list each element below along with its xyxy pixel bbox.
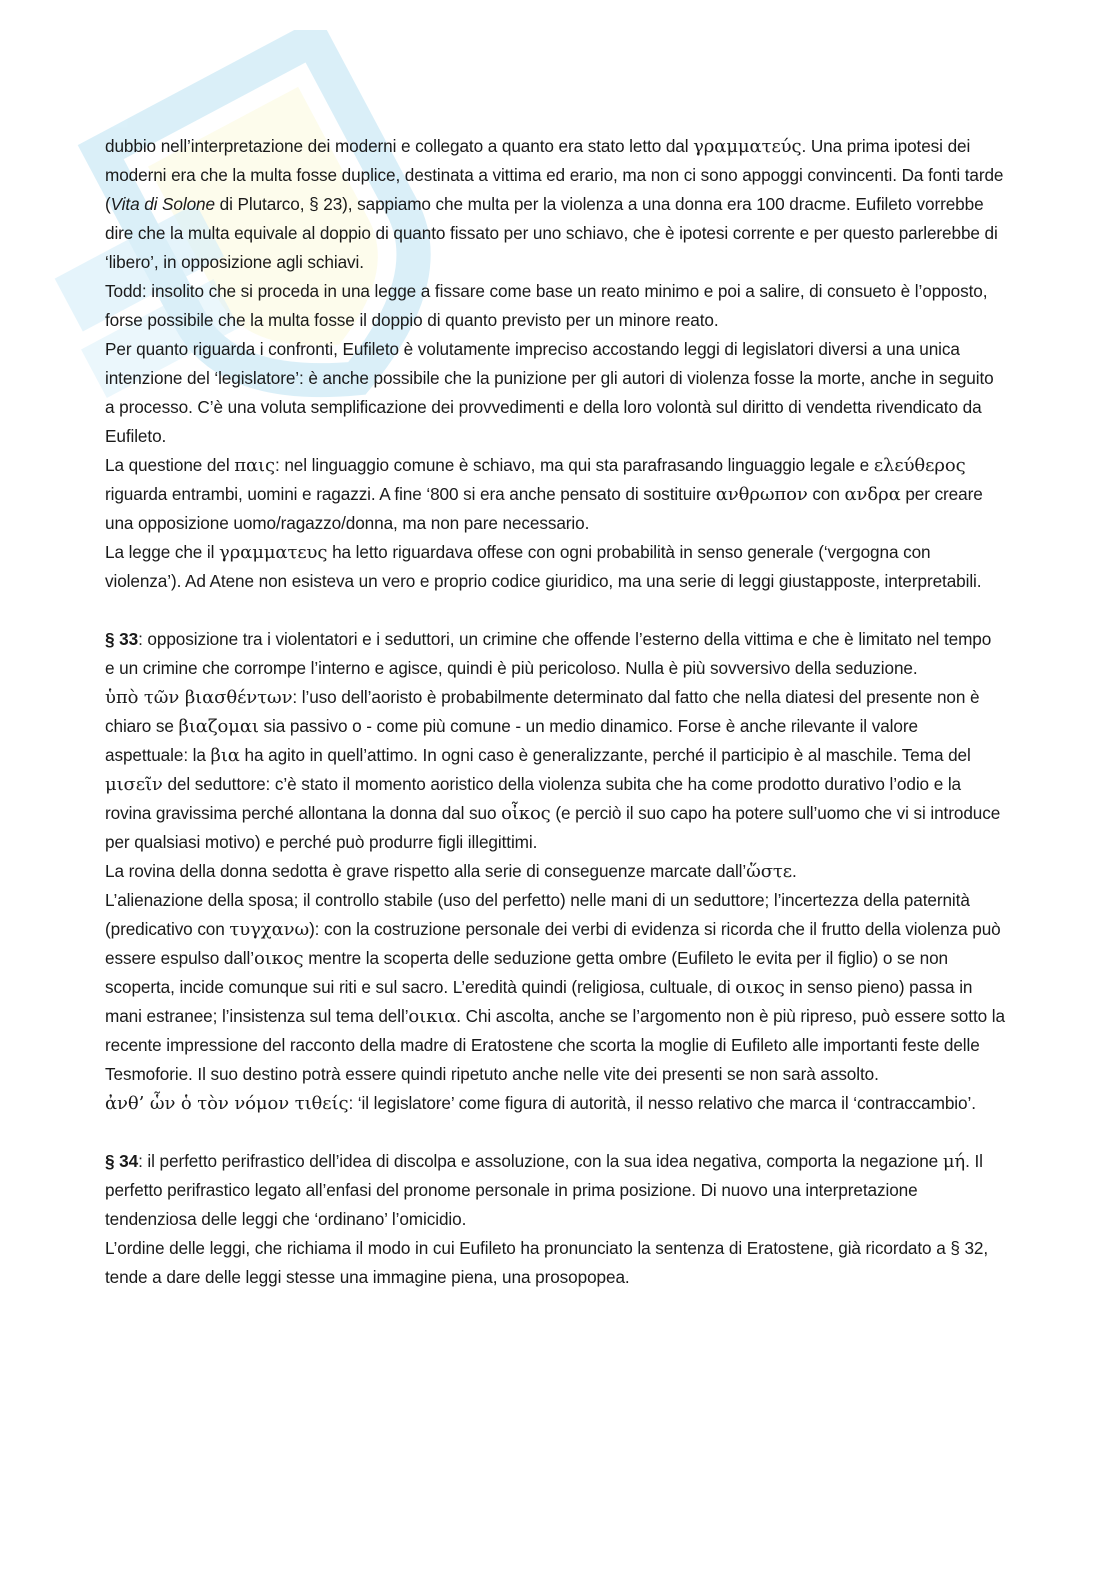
- paragraph-ordine: L’ordine delle leggi, che richiama il modo in cui Eufileto ha pronunciato la sentenza di Eratostene, già ricordato a § 32, tende a dare delle leggi stesse una immagine piena, una prosopopea.: [105, 1238, 989, 1287]
- document-page: [105, 132, 1005, 1292]
- greek-term: οικος: [735, 977, 785, 998]
- greek-term: ανδρα: [844, 484, 901, 505]
- greek-term: γραμματευς: [219, 542, 328, 563]
- greek-term: οἶκος: [501, 803, 551, 824]
- greek-term: μή: [942, 1151, 966, 1172]
- greek-term: ὑπὸ τῶν βιασθέντων: [105, 687, 293, 708]
- greek-term: τυγχανω: [229, 919, 310, 940]
- section-label: § 34: [105, 1151, 139, 1171]
- section-label: § 33: [105, 629, 139, 649]
- greek-term: μισεῖν: [105, 774, 163, 795]
- paragraph-pais: La questione del παις: nel linguaggio comune è schiavo, ma qui sta parafrasando linguaggio legale e ελεύθερος riguarda entrambi, uomini e ragazzi. A fine ‘800 si era anche pensato di sostituire ανθρωπον con ανδρα per creare una opposizione uomo/ragazzo/donna, ma non pare necessario.: [105, 455, 983, 533]
- italic-title: Vita di Solone: [110, 194, 215, 214]
- paragraph-gap: [105, 1118, 1005, 1147]
- paragraph-rovina: La rovina della donna sedotta è grave rispetto alla serie di conseguenze marcate dall’ὥστε.: [105, 861, 797, 882]
- greek-term: οικος: [253, 948, 304, 969]
- greek-term: ὥστε: [746, 861, 792, 882]
- greek-term: παις: [234, 455, 275, 476]
- greek-term: ελεύθερος: [873, 455, 966, 476]
- greek-term: οικια: [408, 1006, 457, 1027]
- greek-term: γραμματεύς: [693, 136, 802, 157]
- paragraph-gap: [105, 596, 1005, 625]
- greek-term: βιαζομαι: [178, 716, 259, 737]
- section-33: § 33: opposizione tra i violentatori e i seduttori, un crimine che offende l’esterno della vittima e che è limitato nel tempo e un crimine che corrompe l’interno e agisce, quindi è più pericoloso. Nulla è più sovversivo della seduzione.: [105, 629, 992, 678]
- paragraph-multa: dubbio nell’interpretazione dei moderni e collegato a quanto era stato letto dal γραμματεύς. Una prima ipotesi dei moderni era che la multa fosse duplice, destinata a vittima ed erario, ma non ci sono appoggi convincenti. Da fonti tarde (Vita di Solone di Plutarco, § 23), sappiamo che multa per la violenza a una donna era 100 dracme. Eufileto vorrebbe dire che la multa equivale al doppio di quanto fissato per uno schiavo, che è ipotesi corrente e per questo parlerebbe di ‘libero’, in opposizione agli schiavi.: [105, 136, 1004, 272]
- paragraph-legislatore: ἀνθ’ ὧν ὁ τὸν νόμον τιθείς: ‘il legislatore’ come figura di autorità, il nesso relativo che marca il ‘contraccambio’.: [105, 1093, 976, 1114]
- greek-term: ἀνθ’ ὧν ὁ τὸν νόμον τιθείς: [105, 1093, 349, 1114]
- greek-term: βια: [210, 745, 240, 766]
- paragraph-todd: Todd: insolito che si proceda in una legge a fissare come base un reato minimo e poi a salire, di consueto è l’opposto, forse possibile che la multa fosse il doppio di quanto previsto per un minore reato.: [105, 281, 988, 330]
- paragraph-legge: La legge che il γραμματευς ha letto riguardava offese con ogni probabilità in senso generale (‘vergogna con violenza’). Ad Atene non esisteva un vero e proprio codice giuridico, ma una serie di leggi giustapposte, interpretabili.: [105, 542, 982, 591]
- section-34: § 34: il perfetto perifrastico dell’idea di discolpa e assoluzione, con la sua idea negativa, comporta la negazione μή. Il perfetto perifrastico legato all’enfasi del pronome personale in prima posizione. Di nuovo una interpretazione tendenziosa delle leggi che ‘ordinano’ l’omicidio.: [105, 1151, 983, 1229]
- greek-term: ανθρωπον: [715, 484, 808, 505]
- paragraph-confronti: Per quanto riguarda i confronti, Eufileto è volutamente impreciso accostando leggi di legislatori diversi a una unica intenzione del ‘legislatore’: è anche possibile che la punizione per gli autori di violenza fosse la morte, anche in seguito a processo. C’è una voluta semplificazione dei provvedimenti e della loro volontà sul diritto di vendetta rivendicato da Eufileto.: [105, 339, 994, 446]
- paragraph-aoristo: ὑπὸ τῶν βιασθέντων: l’uso dell’aoristo è probabilmente determinato dal fatto che nella diatesi del presente non è chiaro se βιαζομαι sia passivo o - come più comune - un medio dinamico. Forse è anche rilevante il valore aspettuale: la βια ha agito in quell’attimo. In ogni caso è generalizzante, perché il participio è al maschile. Tema del μισεῖν del seduttore: c’è stato il momento aoristico della violenza subita che ha come prodotto durativo l’odio e la rovina gravissima perché allontana la donna dal suo οἶκος (e perciò il suo capo ha potere sull’uomo che vi si introduce per qualsiasi motivo) e perché può produrre figli illegittimi.: [105, 687, 1001, 852]
- paragraph-alienazione: L’alienazione della sposa; il controllo stabile (uso del perfetto) nelle mani di un seduttore; l’incertezza della paternità (predicativo con τυγχανω): con la costruzione personale dei verbi di evidenza si ricorda che il frutto della violenza può essere espulso dall’οικος mentre la scoperta delle seduzione getta ombre (Eufileto le evita per il figlio) o se non scoperta, incide comunque sui riti e sul sacro. L’eredità quindi (religiosa, cultuale, di οικος in senso pieno) passa in mani estranee; l’insistenza sul tema dell’οικια. Chi ascolta, anche se l’argomento non è più ripreso, può essere sotto la recente impressione del racconto della madre di Eratostene che scorta la moglie di Eufileto alle importanti feste delle Tesmoforie. Il suo destino potrà essere quindi ripetuto anche nelle vite dei presenti se non sarà assolto.: [105, 890, 1005, 1084]
